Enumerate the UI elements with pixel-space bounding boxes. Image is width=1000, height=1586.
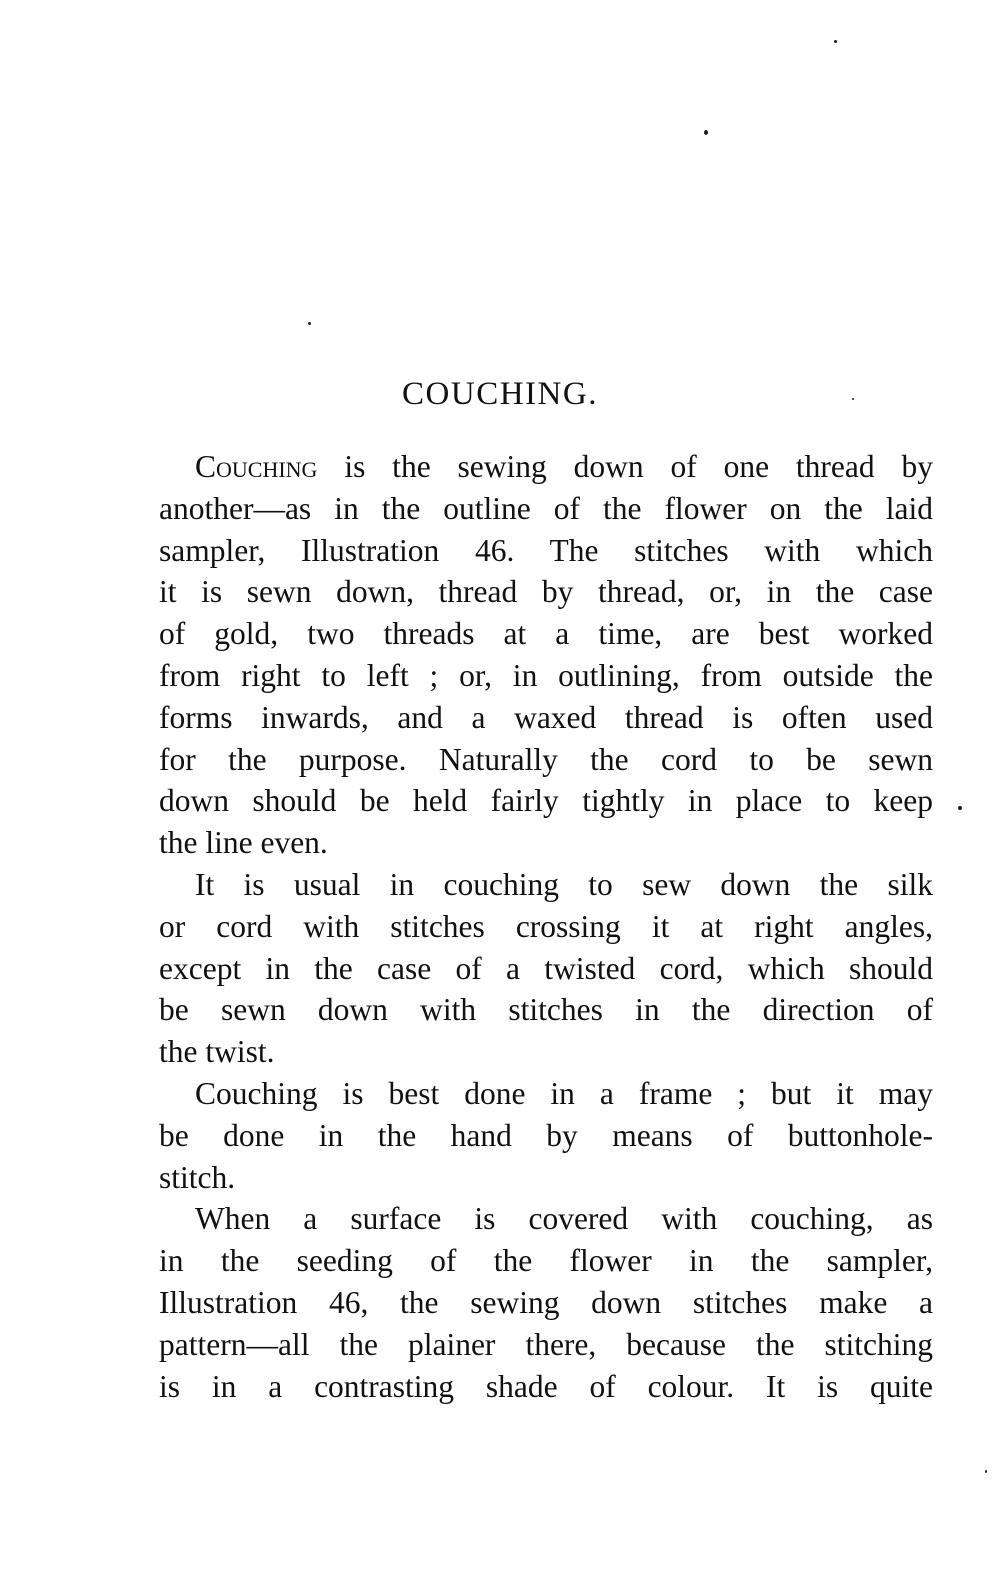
- text-line: the twist.: [159, 1034, 275, 1070]
- text-line: sampler, Illustration 46. The stitches with which: [159, 532, 933, 568]
- text-line: Illustration 46, the sewing down stitches make a: [159, 1284, 933, 1320]
- text-line: of gold, two threads at a time, are best worked: [159, 616, 933, 652]
- text-line: It is usual in couching to sew down the silk: [195, 866, 933, 902]
- text-line: be sewn down with stitches in the direction of: [159, 992, 933, 1028]
- text-line: from right to left ; or, in outlining, from outside the: [159, 657, 933, 693]
- text-line: it is sewn down, thread by thread, or, in the case: [159, 574, 933, 610]
- scan-speck: [704, 130, 708, 135]
- paragraph-4: [159, 1198, 933, 1407]
- text-line: pattern—all the plainer there, because the stitching: [159, 1326, 933, 1362]
- scan-speck: [985, 1470, 987, 1473]
- paragraph-2: [159, 864, 933, 1073]
- chapter-title: COUCHING.: [402, 376, 598, 412]
- scan-speck: [852, 398, 854, 400]
- text-line: Couching is the sewing down of one thread by: [195, 449, 933, 484]
- text-line: except in the case of a twisted cord, which should: [159, 950, 933, 986]
- text-line: forms inwards, and a waxed thread is often used: [159, 699, 933, 735]
- text-line: down should be held fairly tightly in place to keep: [159, 783, 933, 819]
- text-line: When a surface is covered with couching, as: [195, 1201, 933, 1237]
- paragraph-1: [159, 446, 933, 864]
- text-line: stitch.: [159, 1159, 236, 1195]
- scan-speck: [308, 322, 311, 325]
- text-line: be done in the hand by means of buttonhole-: [159, 1117, 933, 1153]
- lead-word: Couching: [195, 449, 318, 484]
- text-line: another—as in the outline of the flower on the laid: [159, 490, 933, 526]
- text-line: or cord with stitches crossing it at right angles,: [159, 908, 933, 944]
- body-text: [159, 446, 933, 1407]
- scan-speck: [958, 806, 962, 810]
- text-line: in the seeding of the flower in the sampler,: [159, 1243, 933, 1279]
- text-line: for the purpose. Naturally the cord to be sewn: [159, 741, 933, 777]
- text-line: is in a contrasting shade of colour. It is quite: [159, 1368, 933, 1404]
- scan-speck: [834, 40, 837, 43]
- text-line: the line even.: [159, 825, 328, 861]
- text-line: Couching is best done in a frame ; but it may: [195, 1075, 933, 1111]
- paragraph-3: [159, 1073, 933, 1198]
